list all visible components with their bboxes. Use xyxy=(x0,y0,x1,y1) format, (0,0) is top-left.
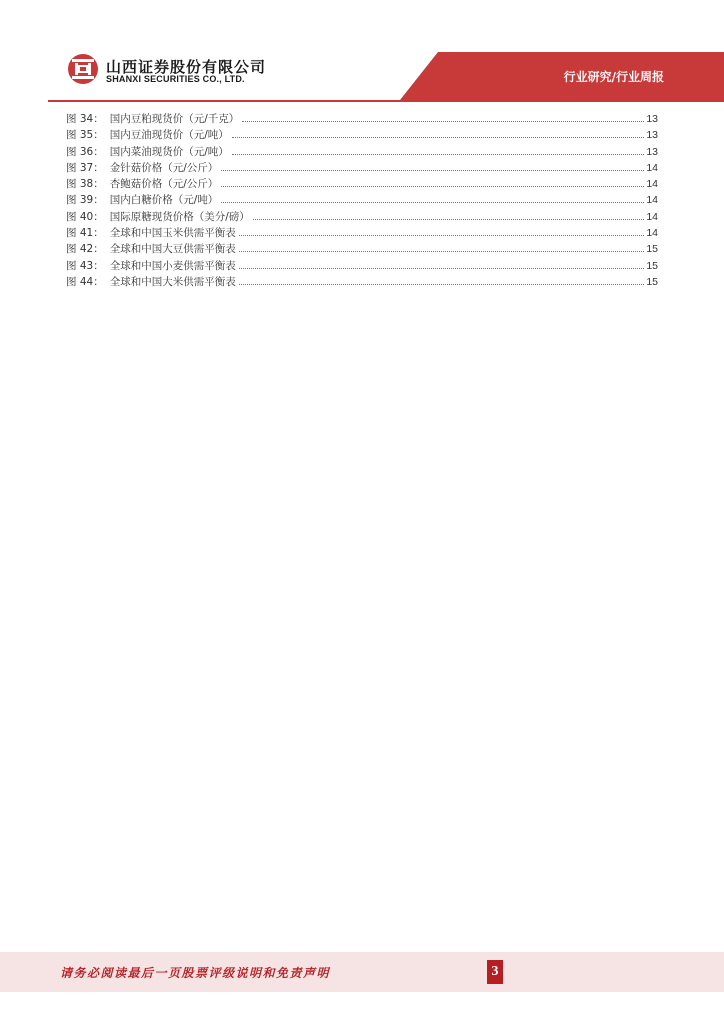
dot-leader xyxy=(253,219,645,220)
toc-entry[interactable] xyxy=(66,127,658,143)
dot-leader xyxy=(221,186,644,187)
figure-number: 图 41： xyxy=(66,227,104,240)
figure-number: 图 43： xyxy=(66,259,104,272)
figure-title: 国内豆油现货价（元/吨） xyxy=(109,129,229,142)
page-ref: 15 xyxy=(646,275,658,288)
page-ref: 14 xyxy=(646,210,658,223)
page-header xyxy=(0,0,724,102)
page-ref: 15 xyxy=(646,243,658,256)
report-category: 行业研究/行业周报 xyxy=(563,70,664,84)
toc-entry[interactable] xyxy=(66,144,658,160)
toc-entry[interactable] xyxy=(66,176,658,192)
figure-title: 金针菇价格（元/公斤） xyxy=(109,161,219,174)
page-ref: 14 xyxy=(646,161,658,174)
figure-number: 图 34： xyxy=(66,113,104,125)
page-ref: 15 xyxy=(646,259,658,272)
page-ref: 14 xyxy=(646,178,658,191)
dot-leader xyxy=(239,284,645,285)
disclaimer-text: 请务必阅读最后一页股票评级说明和免责声明 xyxy=(60,966,331,980)
page-footer xyxy=(0,952,724,992)
dot-leader xyxy=(239,268,645,269)
dot-leader xyxy=(232,154,645,155)
figure-number: 图 44： xyxy=(66,275,104,288)
toc-entry[interactable] xyxy=(66,241,658,257)
toc-entry[interactable] xyxy=(66,111,658,127)
toc-entry[interactable] xyxy=(66,160,658,176)
dot-leader xyxy=(239,251,645,252)
figure-title: 国际原糖现货价格（美分/磅） xyxy=(109,210,250,223)
figure-number: 图 37： xyxy=(66,161,104,174)
figure-number: 图 42： xyxy=(66,243,104,256)
figure-title: 全球和中国大豆供需平衡表 xyxy=(109,243,236,256)
figure-title: 全球和中国小麦供需平衡表 xyxy=(109,259,236,272)
toc-entry[interactable] xyxy=(66,225,658,241)
dot-leader xyxy=(232,137,645,138)
page-ref: 13 xyxy=(646,145,658,158)
figure-title: 国内菜油现货价（元/吨） xyxy=(109,145,229,158)
header-banner xyxy=(400,52,724,100)
dot-leader xyxy=(242,121,644,122)
figure-title: 国内白糖价格（元/吨） xyxy=(109,194,219,207)
figure-index xyxy=(66,111,658,290)
company-logo-icon xyxy=(67,53,99,85)
page-number: 3 xyxy=(487,960,503,984)
figure-number: 图 35： xyxy=(66,129,104,142)
figure-title: 全球和中国玉米供需平衡表 xyxy=(109,227,236,240)
page-ref: 14 xyxy=(646,227,658,240)
figure-number: 图 40： xyxy=(66,210,104,223)
toc-entry[interactable] xyxy=(66,258,658,274)
figure-number: 图 39： xyxy=(66,194,104,207)
header-divider xyxy=(48,100,724,102)
toc-entry[interactable] xyxy=(66,209,658,225)
figure-title: 国内豆粕现货价（元/千克） xyxy=(109,113,240,125)
dot-leader xyxy=(221,170,644,171)
figure-number: 图 36： xyxy=(66,145,104,158)
toc-entry[interactable] xyxy=(66,274,658,290)
page-ref: 13 xyxy=(646,113,658,125)
company-name-cn: 山西证券股份有限公司 xyxy=(106,58,267,76)
company-name-en: SHANXI SECURITIES CO., LTD. xyxy=(106,74,245,84)
dot-leader xyxy=(239,235,645,236)
page-ref: 13 xyxy=(646,129,658,142)
page-ref: 14 xyxy=(646,194,658,207)
figure-title: 杏鲍菇价格（元/公斤） xyxy=(109,178,219,191)
figure-number: 图 38： xyxy=(66,178,104,191)
toc-entry[interactable] xyxy=(66,192,658,208)
dot-leader xyxy=(221,202,644,203)
figure-title: 全球和中国大米供需平衡表 xyxy=(109,275,236,288)
